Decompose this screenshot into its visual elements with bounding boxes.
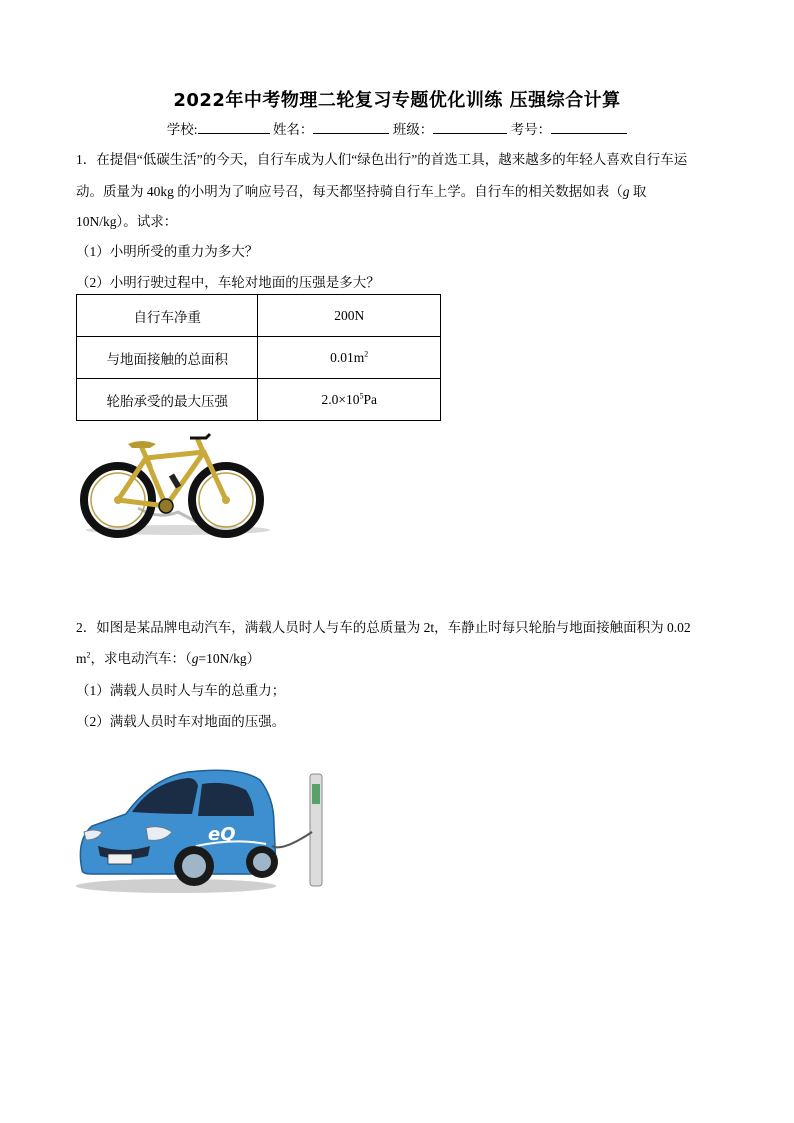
table-row <box>77 295 441 337</box>
q2-unit: m <box>76 651 87 666</box>
exam-no-label: 考号： <box>510 122 552 137</box>
value-exponent: 2 <box>364 349 369 358</box>
table-cell-label: 与地面接触的总面积 <box>77 337 258 379</box>
q1-g-symbol: g <box>622 184 630 199</box>
q1-line-2-text: 动。质量为 40kg 的小明为了响应号召，每天都坚持骑自行车上学。自行车的相关数据如表（ <box>76 184 623 199</box>
q1-line-2-tail: 取 <box>629 184 647 199</box>
q2-line-2 <box>76 647 260 667</box>
exam-no-blank <box>551 121 627 134</box>
q1-line-2 <box>76 180 646 200</box>
bicycle-illustration-icon <box>78 430 273 545</box>
table-row <box>77 337 441 379</box>
table-cell-value <box>258 379 441 421</box>
value-base: 0.01m <box>330 349 365 365</box>
value-unit: Pa <box>363 391 377 407</box>
q2-line-2-tail: =10N/kg） <box>198 651 261 666</box>
q1-line-1: 1．在提倡“低碳生活”的今天，自行车成为人们“绿色出行”的首选工具，越来越多的年轻人喜欢自行车运 <box>76 152 688 167</box>
bicycle-data-table <box>76 294 441 421</box>
class-label: 班级： <box>392 122 434 137</box>
name-label: 姓名： <box>272 122 314 137</box>
q1-sub-1: （1）小明所受的重力为多大？ <box>76 244 259 259</box>
q1-sub-2: （2）小明行驶过程中，车轮对地面的压强是多大？ <box>76 275 380 290</box>
q2-g-symbol: g <box>191 651 199 666</box>
school-blank <box>198 121 270 134</box>
page-title: 2022年中考物理二轮复习专题优化训练 压强综合计算 <box>173 90 621 111</box>
q2-line-1: 2．如图是某品牌电动汽车，满载人员时人与车的总质量为 2t，车静止时每只轮胎与地面接触面积为 0.02 <box>76 620 691 635</box>
q2-sub-2: （2）满载人员时车对地面的压强。 <box>76 714 286 729</box>
car-badge-text: eQ <box>208 824 236 845</box>
school-label: 学校: <box>166 122 198 137</box>
value-exponent: 5 <box>359 391 364 400</box>
table-cell-value: 200N <box>258 295 441 337</box>
q2-line-2-text: ，求电动汽车：（ <box>90 651 192 666</box>
table-cell-value <box>258 337 441 379</box>
table-row <box>77 379 441 421</box>
name-blank <box>313 121 389 134</box>
value-base: 2.0×10 <box>321 391 360 407</box>
table-cell-label: 轮胎承受的最大压强 <box>77 379 258 421</box>
q1-line-3: 10N/kg）。试求： <box>76 214 178 229</box>
student-info-line <box>0 118 794 138</box>
q2-sub-1: （1）满载人员时人与车的总重力； <box>76 683 286 698</box>
class-blank <box>433 121 507 134</box>
table-cell-label: 自行车净重 <box>77 295 258 337</box>
electric-car-illustration-icon <box>76 762 331 899</box>
q2-unit-exponent: 2 <box>86 650 91 660</box>
